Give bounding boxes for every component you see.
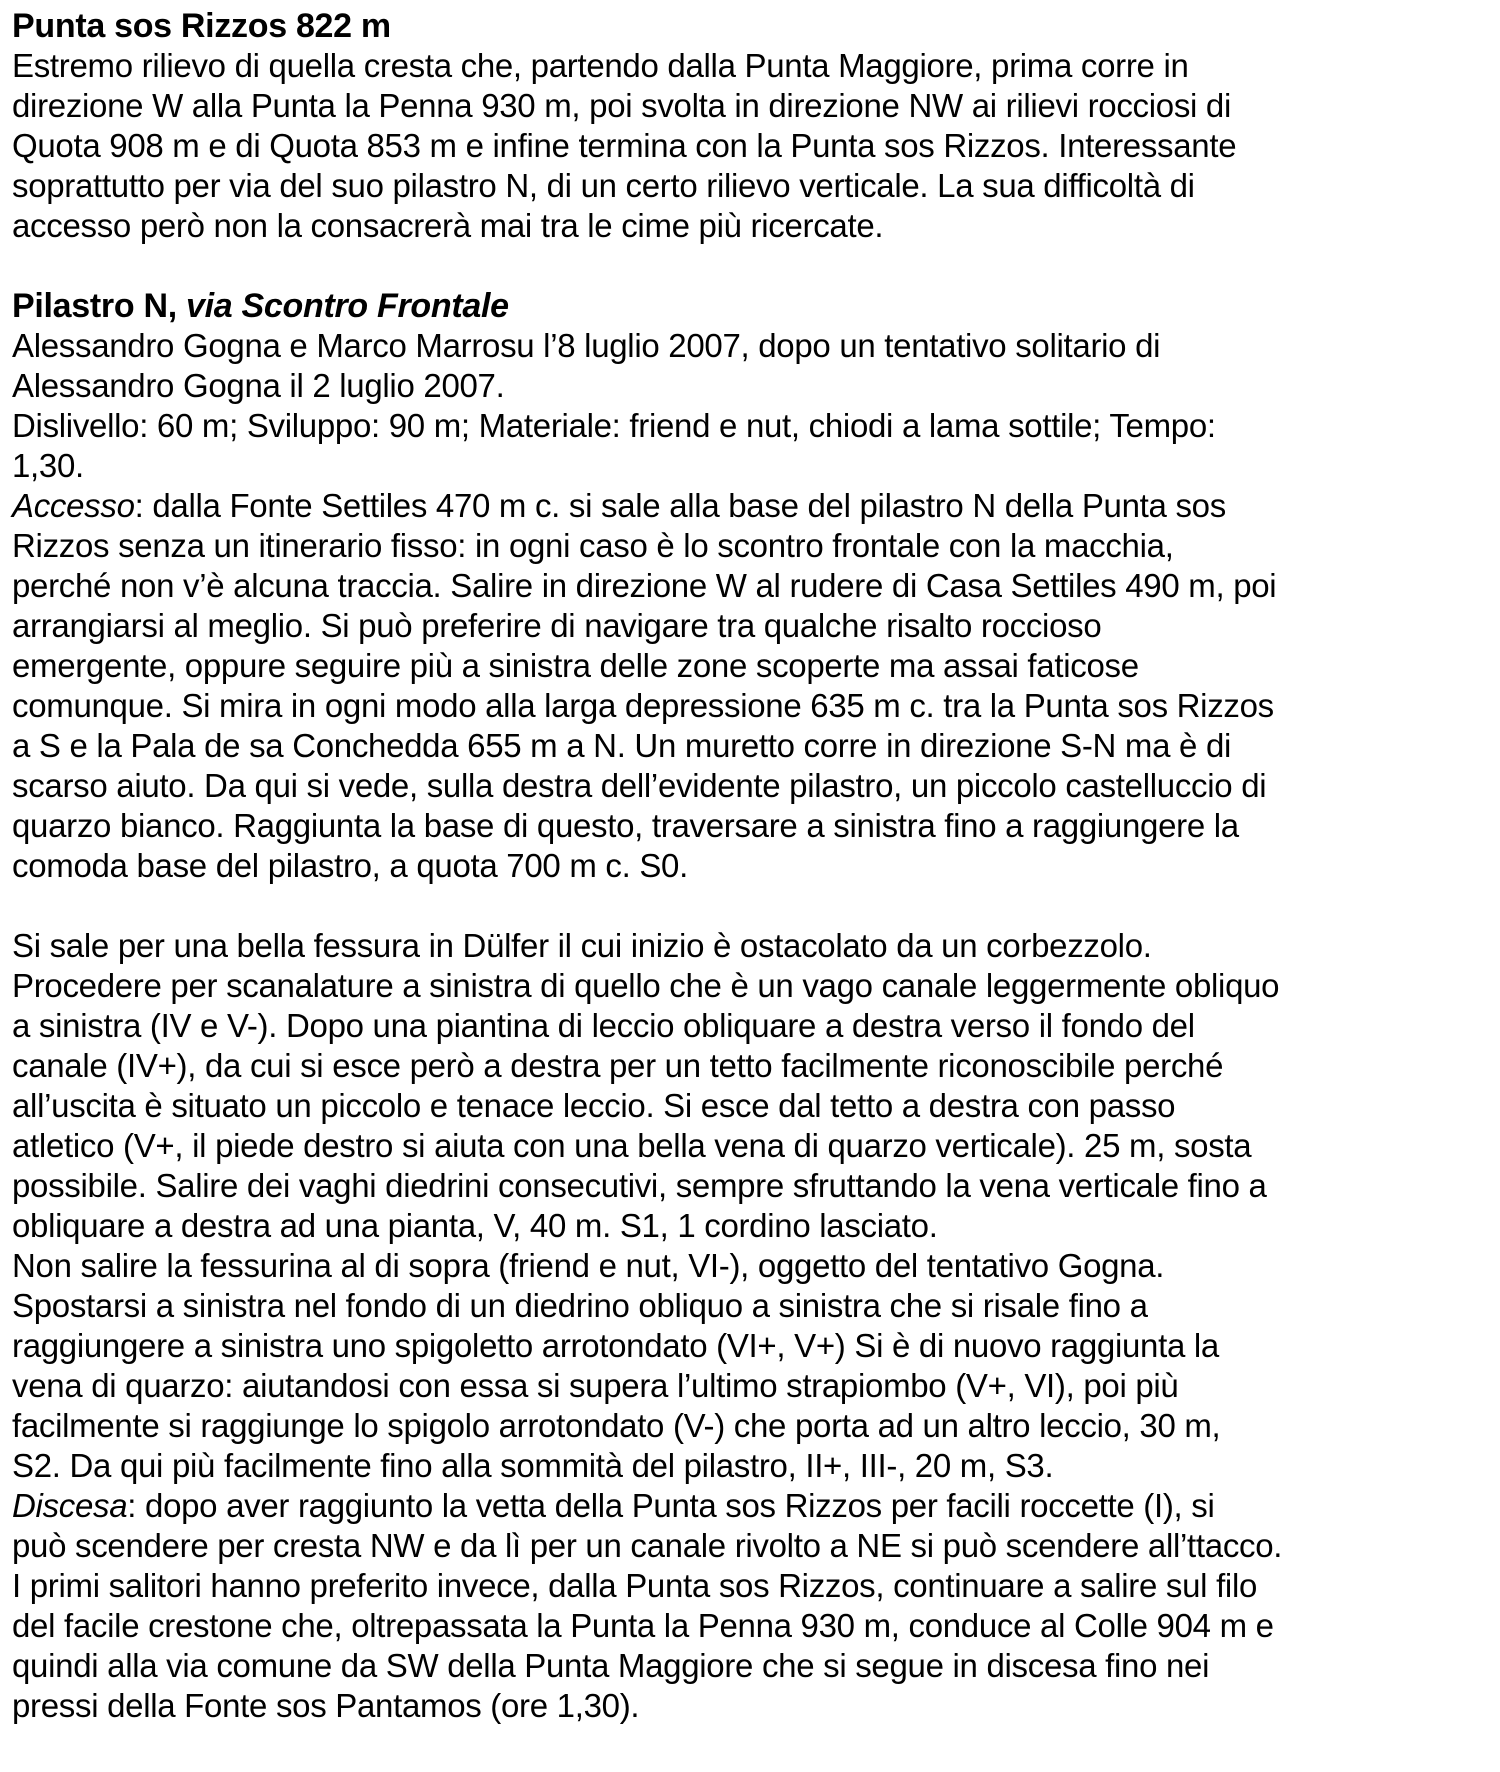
text-run: Estremo rilievo di quella cresta che, partendo dalla Punta Maggiore, prima corre in (12, 47, 1189, 84)
text-run: soprattutto per via del suo pilastro N, di un certo rilievo verticale. La sua difficoltà di (12, 167, 1195, 204)
text-run: Accesso (12, 487, 135, 524)
text-line (12, 6, 1488, 46)
text-line (12, 566, 1488, 606)
text-line (12, 286, 1488, 326)
text-run: Dislivello: 60 m; Sviluppo: 90 m; Materiale: friend e nut, chiodi a lama sottile; Tempo: (12, 407, 1216, 444)
text-line (12, 86, 1488, 126)
text-line (12, 1286, 1488, 1326)
text-line (12, 926, 1488, 966)
text-run: a sinistra (IV e V-). Dopo una piantina di leccio obliquare a destra verso il fondo del (12, 1007, 1195, 1044)
text-run: Non salire la fessurina al di sopra (friend e nut, VI-), oggetto del tentativo Gogna. (12, 1247, 1165, 1284)
text-line (12, 1006, 1488, 1046)
text-line (12, 1646, 1488, 1686)
text-run: S2. Da qui più facilmente fino alla sommità del pilastro, II+, III-, 20 m, S3. (12, 1447, 1054, 1484)
text-run: accesso però non la consacrerà mai tra le cime più ricercate. (12, 207, 884, 244)
text-run: Discesa (12, 1487, 128, 1524)
text-line (12, 726, 1488, 766)
text-run: a S e la Pala de sa Conchedda 655 m a N. Un muretto corre in direzione S-N ma è di (12, 727, 1232, 764)
text-line (12, 1086, 1488, 1126)
text-run: pressi della Fonte sos Pantamos (ore 1,30). (12, 1687, 640, 1724)
text-run: I primi salitori hanno preferito invece, dalla Punta sos Rizzos, continuare a salire sul filo (12, 1567, 1258, 1604)
route-data-paragraph (12, 326, 1488, 886)
text-line (12, 1166, 1488, 1206)
text-run: Spostarsi a sinistra nel fondo di un diedrino obliquo a sinistra che si risale fino a (12, 1287, 1148, 1324)
text-line (12, 1206, 1488, 1246)
text-run: comoda base del pilastro, a quota 700 m c. S0. (12, 847, 688, 884)
text-line (12, 46, 1488, 86)
text-run: facilmente si raggiunge lo spigolo arrotondato (V-) che porta ad un altro leccio, 30 m, (12, 1407, 1221, 1444)
text-line (12, 446, 1488, 486)
text-line (12, 1526, 1488, 1566)
text-run: del facile crestone che, oltrepassata la Punta la Penna 930 m, conduce al Colle 904 m e (12, 1607, 1274, 1644)
text-run: direzione W alla Punta la Penna 930 m, poi svolta in direzione NW ai rilievi rocciosi di (12, 87, 1232, 124)
text-line (12, 686, 1488, 726)
text-run: Punta sos Rizzos 822 m (12, 7, 391, 45)
text-line (12, 606, 1488, 646)
text-run: : dalla Fonte Settiles 470 m c. si sale alla base del pilastro N della Punta sos (134, 487, 1226, 524)
text-run: Si sale per una bella fessura in Dülfer il cui inizio è ostacolato da un corbezzolo. (12, 927, 1152, 964)
route-description-paragraph (12, 926, 1488, 1726)
blank-line (12, 246, 1488, 286)
text-line (12, 406, 1488, 446)
text-run: obliquare a destra ad una pianta, V, 40 m. S1, 1 cordino lasciato. (12, 1207, 938, 1244)
blank-line (12, 886, 1488, 926)
text-run: possibile. Salire dei vaghi diedrini consecutivi, sempre sfruttando la vena verticale fino a (12, 1167, 1267, 1204)
text-run: quindi alla via comune da SW della Punta Maggiore che si segue in discesa fino nei (12, 1647, 1210, 1684)
text-line (12, 966, 1488, 1006)
text-run: Procedere per scanalature a sinistra di quello che è un vago canale leggermente obliquo (12, 967, 1280, 1004)
peak-heading (12, 6, 1488, 46)
text-run: perché non v’è alcuna traccia. Salire in direzione W al rudere di Casa Settiles 490 m, poi (12, 567, 1277, 604)
text-run: Quota 908 m e di Quota 853 m e infine termina con la Punta sos Rizzos. Interessante (12, 127, 1237, 164)
text-line (12, 646, 1488, 686)
text-run: 1,30. (12, 447, 84, 484)
text-line (12, 1686, 1488, 1726)
text-line (12, 206, 1488, 246)
text-line (12, 1366, 1488, 1406)
text-line (12, 1446, 1488, 1486)
text-run: raggiungere a sinistra uno spigoletto arrotondato (VI+, V+) Si è di nuovo raggiunta la (12, 1327, 1219, 1364)
text-line (12, 126, 1488, 166)
text-line (12, 366, 1488, 406)
text-line (12, 486, 1488, 526)
text-line (12, 806, 1488, 846)
text-run: quarzo bianco. Raggiunta la base di questo, traversare a sinistra fino a raggiungere la (12, 807, 1239, 844)
text-run: Alessandro Gogna il 2 luglio 2007. (12, 367, 505, 404)
route-heading (12, 286, 1488, 326)
text-line (12, 1406, 1488, 1446)
text-run: atletico (V+, il piede destro si aiuta con una bella vena di quarzo verticale). 25 m, sosta (12, 1127, 1252, 1164)
text-line (12, 846, 1488, 886)
text-line (12, 1246, 1488, 1286)
text-run: : dopo aver raggiunto la vetta della Punta sos Rizzos per facili roccette (I), si (127, 1487, 1215, 1524)
text-line (12, 1126, 1488, 1166)
text-run: Pilastro N, (12, 287, 187, 325)
text-run: all’uscita è situato un piccolo e tenace leccio. Si esce dal tetto a destra con passo (12, 1087, 1176, 1124)
text-line (12, 526, 1488, 566)
intro-paragraph (12, 46, 1488, 246)
text-run: vena di quarzo: aiutandosi con essa si supera l’ultimo strapiombo (V+, VI), poi più (12, 1367, 1179, 1404)
text-line (12, 326, 1488, 366)
text-line (12, 1486, 1488, 1526)
text-run: può scendere per cresta NW e da lì per un canale rivolto a NE si può scendere all’ttacco. (12, 1527, 1283, 1564)
text-run: canale (IV+), da cui si esce però a destra per un tetto facilmente riconoscibile perché (12, 1047, 1224, 1084)
text-line (12, 1606, 1488, 1646)
text-run: Alessandro Gogna e Marco Marrosu l’8 luglio 2007, dopo un tentativo solitario di (12, 327, 1161, 364)
text-run: scarso aiuto. Da qui si vede, sulla destra dell’evidente pilastro, un piccolo castelluccio di (12, 767, 1267, 804)
text-run: emergente, oppure seguire più a sinistra delle zone scoperte ma assai faticose (12, 647, 1139, 684)
text-line (12, 1046, 1488, 1086)
text-run: via Scontro Frontale (186, 287, 509, 325)
text-run: comunque. Si mira in ogni modo alla larga depressione 635 m c. tra la Punta sos Rizzos (12, 687, 1274, 724)
text-line (12, 1566, 1488, 1606)
text-line (12, 166, 1488, 206)
text-run: Rizzos senza un itinerario fisso: in ogni caso è lo scontro frontale con la macchia, (12, 527, 1174, 564)
text-line (12, 766, 1488, 806)
text-line (12, 1326, 1488, 1366)
text-run: arrangiarsi al meglio. Si può preferire di navigare tra qualche risalto roccioso (12, 607, 1102, 644)
